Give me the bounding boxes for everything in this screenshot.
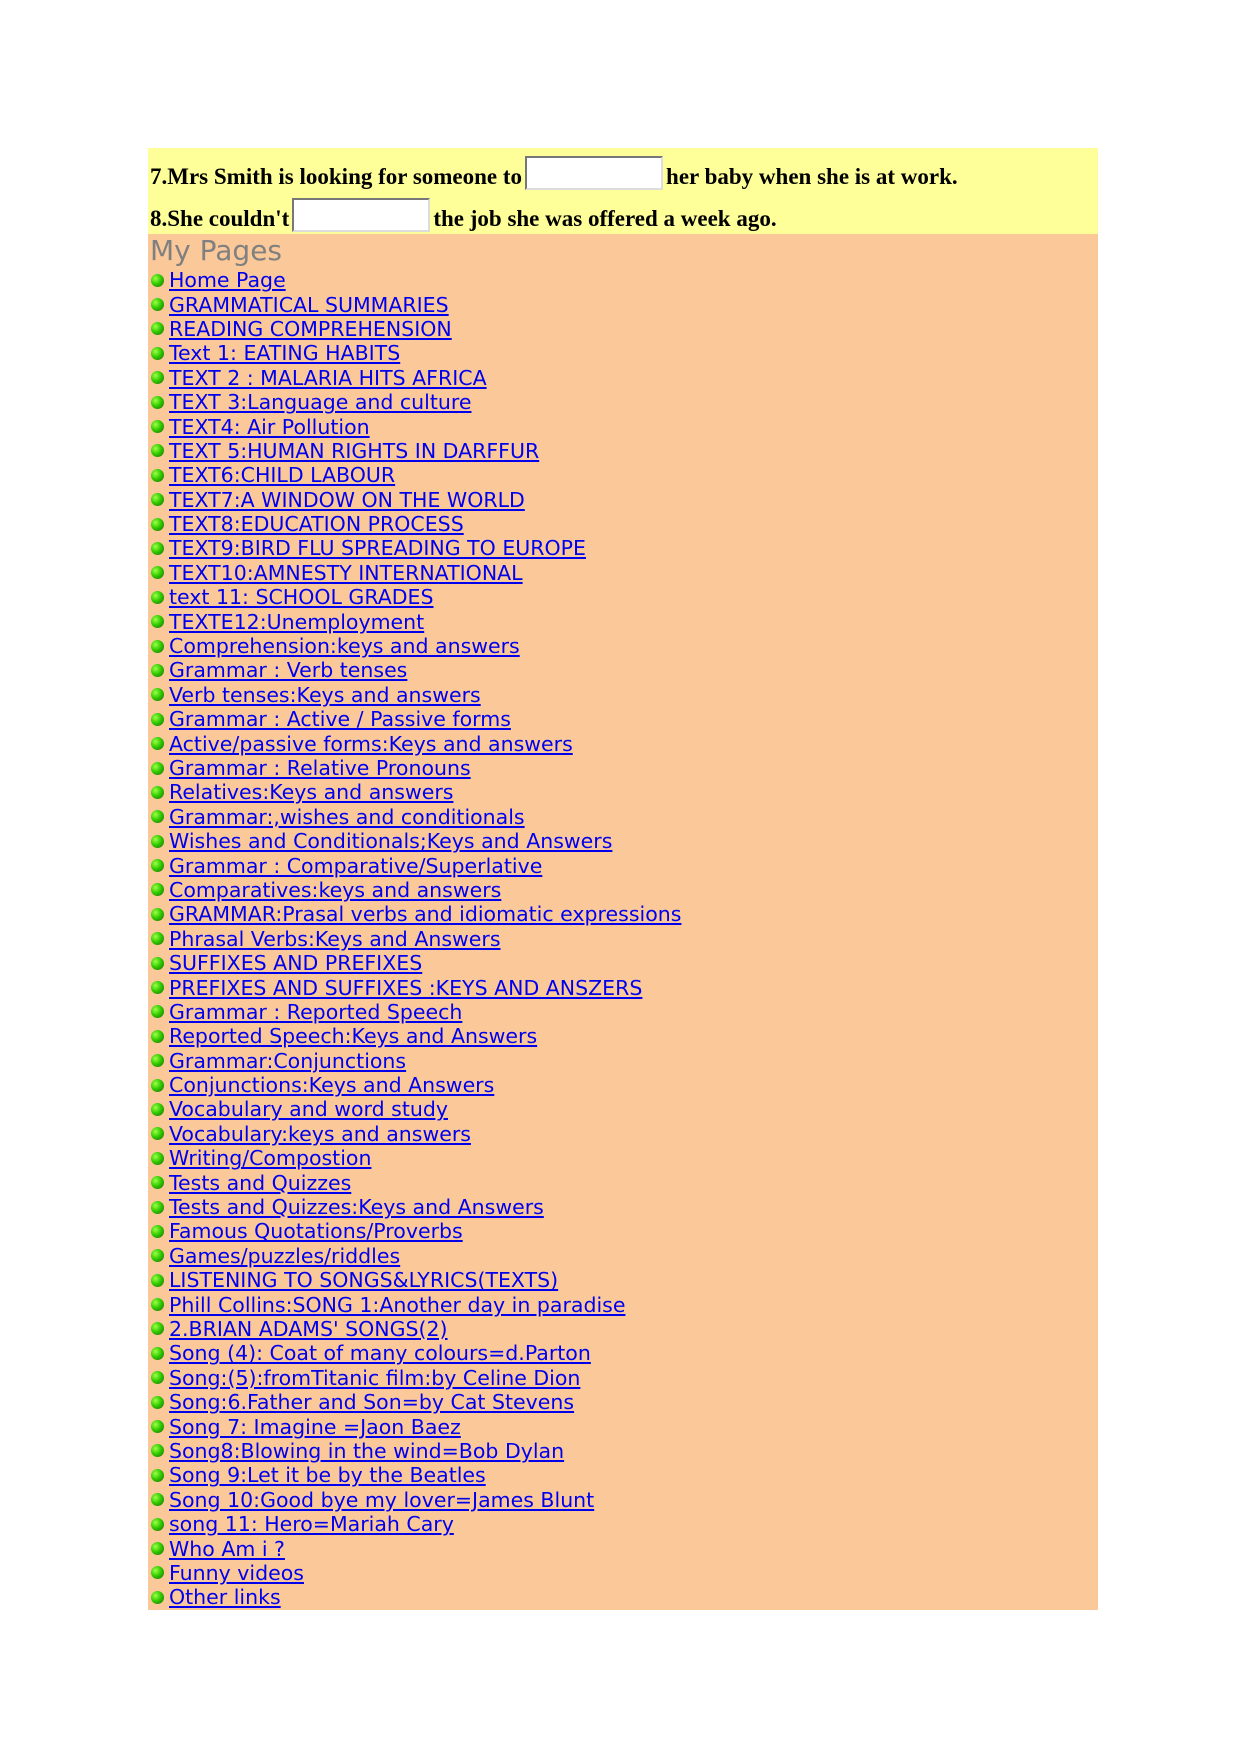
page-link[interactable]: Home Page (169, 268, 286, 293)
page-link[interactable]: TEXT 3:Language and culture (169, 390, 472, 415)
green-bullet-icon (151, 1298, 164, 1311)
green-bullet-icon (151, 469, 164, 482)
page-link[interactable]: Grammar : Comparative/Superlative (169, 853, 543, 878)
green-bullet-icon (151, 347, 164, 360)
green-bullet-icon (151, 835, 164, 848)
page-link[interactable]: Grammar : Active / Passive forms (169, 707, 511, 732)
green-bullet-icon (151, 957, 164, 970)
my-pages-panel (148, 234, 1098, 1610)
list-item (148, 561, 681, 585)
green-bullet-icon (151, 1176, 164, 1189)
question-7-answer-input[interactable] (525, 156, 663, 190)
page-link[interactable]: Grammar : Reported Speech (169, 999, 463, 1024)
list-item (148, 1366, 681, 1390)
question-7-text-before: 7.Mrs Smith is looking for someone to (150, 164, 523, 189)
list-item (148, 975, 681, 999)
page-link[interactable]: Writing/Compostion (169, 1146, 372, 1171)
page-link[interactable]: Conjunctions:Keys and Answers (169, 1073, 495, 1098)
page-link[interactable]: TEXT6:CHILD LABOUR (169, 463, 396, 488)
green-bullet-icon (151, 640, 164, 653)
list-item (148, 1097, 681, 1121)
question-8 (150, 192, 777, 232)
green-bullet-icon (151, 664, 164, 677)
page-link[interactable]: Song:(5):fromTitanic film:by Celine Dion (169, 1365, 581, 1390)
page-link[interactable]: text 11: SCHOOL GRADES (169, 585, 434, 610)
list-item (148, 658, 681, 682)
list-item (148, 1170, 681, 1194)
list-item (148, 1049, 681, 1073)
green-bullet-icon (151, 1493, 164, 1506)
list-item (148, 1390, 681, 1414)
list-item (148, 317, 681, 341)
green-bullet-icon (151, 542, 164, 555)
list-item (148, 780, 681, 804)
page-link[interactable]: TEXT7:A WINDOW ON THE WORLD (169, 487, 525, 512)
green-bullet-icon (151, 688, 164, 701)
list-item (148, 1122, 681, 1146)
list-item (148, 951, 681, 975)
green-bullet-icon (151, 298, 164, 311)
page-link[interactable]: Comparatives:keys and answers (169, 877, 502, 902)
green-bullet-icon (151, 762, 164, 775)
list-item (148, 292, 681, 316)
list-item (148, 585, 681, 609)
page-link[interactable]: Relatives:Keys and answers (169, 780, 454, 805)
page-link[interactable]: Active/passive forms:Keys and answers (169, 731, 573, 756)
page-link[interactable]: TEXTE12:Unemployment (169, 609, 425, 634)
page-link[interactable]: Grammar:,wishes and conditionals (169, 804, 525, 829)
green-bullet-icon (151, 1420, 164, 1433)
list-item (148, 1219, 681, 1243)
page-link[interactable]: Text 1: EATING HABITS (169, 341, 401, 366)
page-link[interactable]: TEXT 5:HUMAN RIGHTS IN DARFFUR (169, 438, 540, 463)
page-link[interactable]: Song8:Blowing in the wind=Bob Dylan (169, 1438, 565, 1463)
green-bullet-icon (151, 1347, 164, 1360)
quiz-section (148, 148, 1098, 234)
page-link[interactable]: Funny videos (169, 1560, 304, 1585)
list-item (148, 536, 681, 560)
green-bullet-icon (151, 518, 164, 531)
green-bullet-icon (151, 786, 164, 799)
green-bullet-icon (151, 1518, 164, 1531)
green-bullet-icon (151, 1152, 164, 1165)
page-link[interactable]: GRAMMAR:Prasal verbs and idiomatic expressions (169, 902, 682, 927)
page-link[interactable]: Song 9:Let it be by the Beatles (169, 1463, 486, 1488)
list-item (148, 390, 681, 414)
green-bullet-icon (151, 1054, 164, 1067)
page-link[interactable]: TEXT9:BIRD FLU SPREADING TO EUROPE (169, 536, 586, 561)
page-link[interactable]: Other links (169, 1585, 281, 1610)
green-bullet-icon (151, 1201, 164, 1214)
page-link[interactable]: PREFIXES AND SUFFIXES :KEYS AND ANSZERS (169, 975, 643, 1000)
list-item (148, 829, 681, 853)
page-link[interactable]: LISTENING TO SONGS&LYRICS(TEXTS) (169, 1268, 559, 1293)
green-bullet-icon (151, 566, 164, 579)
green-bullet-icon (151, 1274, 164, 1287)
page-link[interactable]: TEXT4: Air Pollution (169, 414, 370, 439)
page-link[interactable]: Verb tenses:Keys and answers (169, 682, 481, 707)
list-item (148, 878, 681, 902)
green-bullet-icon (151, 493, 164, 506)
question-7 (150, 150, 958, 190)
page-link[interactable]: Comprehension:keys and answers (169, 634, 520, 659)
green-bullet-icon (151, 591, 164, 604)
list-item (148, 512, 681, 536)
page-link[interactable]: Tests and Quizzes (169, 1170, 352, 1195)
page-link[interactable]: song 11: Hero=Mariah Cary (169, 1512, 454, 1537)
list-item (148, 1146, 681, 1170)
green-bullet-icon (151, 371, 164, 384)
page-link[interactable]: Song (4): Coat of many colours=d.Parton (169, 1341, 591, 1366)
page-link[interactable]: Song:6.Father and Son=by Cat Stevens (169, 1390, 575, 1415)
pages-link-list (148, 268, 681, 1609)
page-link[interactable]: SUFFIXES AND PREFIXES (169, 951, 423, 976)
list-item (148, 927, 681, 951)
question-7-text-after: her baby when she is at work. (666, 164, 958, 189)
green-bullet-icon (151, 810, 164, 823)
page-link[interactable]: Grammar : Relative Pronouns (169, 756, 471, 780)
green-bullet-icon (151, 1249, 164, 1262)
list-item (148, 1244, 681, 1268)
list-item (148, 805, 681, 829)
question-8-text-after: the job she was offered a week ago. (433, 206, 777, 231)
page-link[interactable]: TEXT 2 : MALARIA HITS AFRICA (169, 365, 487, 390)
list-item (148, 1561, 681, 1585)
green-bullet-icon (151, 1225, 164, 1238)
green-bullet-icon (151, 908, 164, 921)
page-link[interactable]: Games/puzzles/riddles (169, 1243, 401, 1268)
green-bullet-icon (151, 1030, 164, 1043)
page-link[interactable]: Vocabulary and word study (169, 1097, 448, 1122)
question-8-text-before: 8.She couldn't (150, 206, 290, 231)
page-link[interactable]: Song 7: Imagine =Jaon Baez (169, 1414, 461, 1439)
page-link[interactable]: TEXT8:EDUCATION PROCESS (169, 512, 464, 537)
green-bullet-icon (151, 883, 164, 896)
list-item (148, 609, 681, 633)
page-link[interactable]: Song 10:Good bye my lover=James Blunt (169, 1487, 595, 1512)
list-item (148, 1317, 681, 1341)
list-item (148, 1439, 681, 1463)
list-item (148, 853, 681, 877)
green-bullet-icon (151, 859, 164, 872)
green-bullet-icon (151, 274, 164, 287)
green-bullet-icon (151, 444, 164, 457)
green-bullet-icon (151, 1371, 164, 1384)
page-link[interactable]: Famous Quotations/Proverbs (169, 1219, 463, 1244)
page-link[interactable]: TEXT10:AMNESTY INTERNATIONAL (169, 560, 523, 585)
green-bullet-icon (151, 1591, 164, 1604)
list-item (148, 1024, 681, 1048)
list-item (148, 707, 681, 731)
green-bullet-icon (151, 1079, 164, 1092)
green-bullet-icon (151, 713, 164, 726)
green-bullet-icon (151, 1103, 164, 1116)
list-item (148, 902, 681, 926)
list-item (148, 463, 681, 487)
my-pages-title: My Pages (150, 234, 283, 267)
page-link[interactable]: Who Am i ? (169, 1536, 285, 1561)
list-item (148, 1341, 681, 1365)
list-item (148, 341, 681, 365)
page-link[interactable]: READING COMPREHENSION (169, 316, 452, 341)
green-bullet-icon (151, 322, 164, 335)
green-bullet-icon (151, 615, 164, 628)
list-item (148, 731, 681, 755)
green-bullet-icon (151, 1469, 164, 1482)
page-link[interactable]: Reported Speech:Keys and Answers (169, 1024, 538, 1049)
list-item (148, 1585, 681, 1609)
list-item (148, 1488, 681, 1512)
green-bullet-icon (151, 1444, 164, 1457)
page-link[interactable]: Phrasal Verbs:Keys and Answers (169, 926, 501, 951)
green-bullet-icon (151, 1396, 164, 1409)
green-bullet-icon (151, 932, 164, 945)
question-8-answer-input[interactable] (292, 198, 430, 232)
list-item (148, 1195, 681, 1219)
page-link[interactable]: 2.BRIAN ADAMS' SONGS(2) (169, 1316, 448, 1341)
list-item (148, 414, 681, 438)
list-item (148, 756, 681, 780)
green-bullet-icon (151, 737, 164, 750)
green-bullet-icon (151, 1542, 164, 1555)
green-bullet-icon (151, 396, 164, 409)
page-link[interactable]: Grammar : Verb tenses (169, 658, 408, 683)
page-link[interactable]: Grammar:Conjunctions (169, 1048, 407, 1073)
green-bullet-icon (151, 1005, 164, 1018)
page-link[interactable]: Wishes and Conditionals;Keys and Answers (169, 829, 613, 854)
list-item (148, 1000, 681, 1024)
list-item (148, 1414, 681, 1438)
list-item (148, 1073, 681, 1097)
green-bullet-icon (151, 420, 164, 433)
list-item (148, 1512, 681, 1536)
green-bullet-icon (151, 1322, 164, 1335)
list-item (148, 1463, 681, 1487)
list-item (148, 366, 681, 390)
list-item (148, 683, 681, 707)
list-item (148, 488, 681, 512)
list-item (148, 1268, 681, 1292)
list-item (148, 268, 681, 292)
list-item (148, 439, 681, 463)
page-link[interactable]: Vocabulary:keys and answers (169, 1121, 471, 1146)
page-link[interactable]: GRAMMATICAL SUMMARIES (169, 292, 449, 317)
green-bullet-icon (151, 1566, 164, 1579)
green-bullet-icon (151, 1127, 164, 1140)
list-item (148, 1292, 681, 1316)
list-item (148, 634, 681, 658)
green-bullet-icon (151, 981, 164, 994)
page-link[interactable]: Phill Collins:SONG 1:Another day in paradise (169, 1292, 626, 1317)
page-link[interactable]: Tests and Quizzes:Keys and Answers (169, 1195, 544, 1220)
list-item (148, 1536, 681, 1560)
